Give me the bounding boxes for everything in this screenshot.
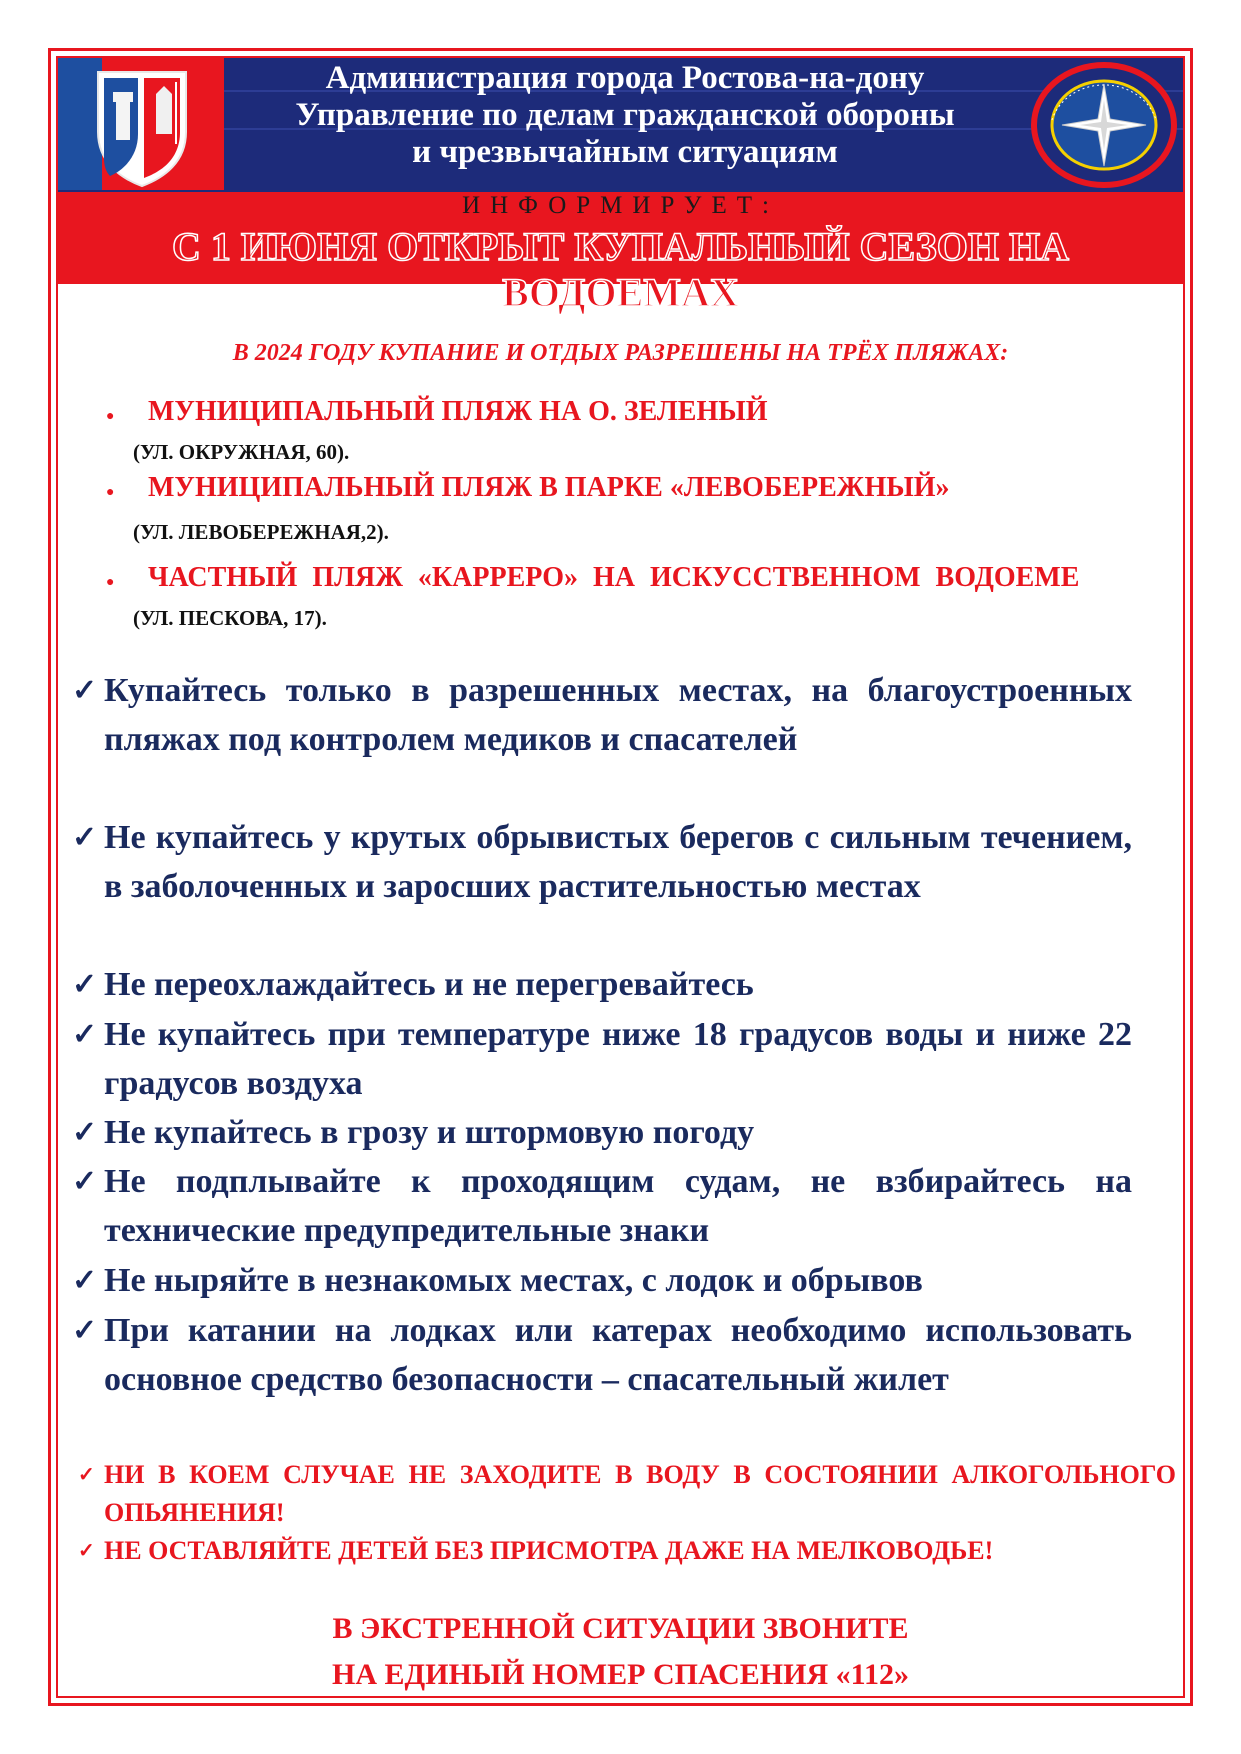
checkmark-icon: ✓: [78, 1540, 95, 1562]
warning-text: НИ В КОЕМ СЛУЧАЕ НЕ ЗАХОДИТЕ В ВОДУ В СОСТОЯНИИ АЛКОГОЛЬНОГО ОПЬЯНЕНИЯ!: [104, 1460, 1176, 1527]
checkmark-icon: ✓: [72, 968, 98, 1001]
header-line-3: и чрезвычайным ситуациям: [412, 134, 838, 170]
informs-label: ИНФОРМИРУЕТ:: [462, 192, 779, 219]
bullet-icon: ●: [106, 409, 115, 424]
checkmark-icon: ✓: [72, 1018, 98, 1051]
beach-name: ЧАСТНЫЙ ПЛЯЖ «КАРРЕРО» НА ИСКУССТВЕННОМ ВОДОЕМЕ: [148, 562, 1080, 593]
rule-text: Не купайтесь при температуре ниже 18 градусов воды и ниже 22 градусов воздуха: [104, 1016, 1132, 1102]
rule-item: [72, 666, 1132, 764]
bullet-icon: ●: [106, 575, 115, 590]
rule-item: [72, 1256, 1132, 1305]
rule-text: Не купайтесь в грозу и штормовую погоду: [104, 1114, 755, 1151]
rule-text: При катании на лодках или катерах необходимо использовать основное средство безопасности – спасательный жилет: [104, 1312, 1132, 1398]
beach-address: (УЛ. ЛЕВОБЕРЕЖНАЯ,2).: [133, 520, 389, 544]
rule-text: Не подплывайте к проходящим судам, не взбирайтесь на технические предупредительные знаки: [104, 1163, 1132, 1249]
rule-item: [72, 960, 1132, 1009]
beach-address: (УЛ. ОКРУЖНАЯ, 60).: [133, 440, 350, 464]
beach-item: [106, 562, 1186, 594]
beaches-subheading: В 2024 ГОДУ КУПАНИЕ И ОТДЫХ РАЗРЕШЕНЫ НА ТРЁХ ПЛЯЖАХ:: [232, 340, 1009, 366]
rule-text: Купайтесь только в разрешенных местах, на благоустроенных пляжах под контролем медиков и спасателей: [104, 672, 1132, 758]
rule-text: Не купайтесь у крутых обрывистых берегов с сильным течением, в заболоченных и заросших растительностью местах: [104, 819, 1132, 905]
rule-item: [72, 813, 1132, 911]
checkmark-icon: ✓: [72, 821, 98, 854]
rule-item: [72, 1010, 1132, 1108]
checkmark-icon: ✓: [72, 674, 98, 707]
checkmark-icon: ✓: [72, 1314, 98, 1347]
beach-item: [106, 472, 950, 504]
checkmark-icon: ✓: [72, 1165, 98, 1198]
warning-item: [78, 1456, 1176, 1532]
rostov-coat-of-arms-icon: [58, 58, 224, 190]
rule-text: Не ныряйте в незнакомых местах, с лодок и обрывов: [104, 1262, 923, 1299]
rule-text: Не переохлаждайтесь и не перегревайтесь: [104, 966, 754, 1003]
rule-item: [72, 1306, 1132, 1404]
header-line-2: Управление по делам гражданской обороны: [295, 97, 955, 133]
rule-item: [72, 1157, 1132, 1255]
beach-name: МУНИЦИПАЛЬНЫЙ ПЛЯЖ НА О. ЗЕЛЕНЫЙ: [148, 396, 768, 427]
beach-address: (УЛ. ПЕСКОВА, 17).: [133, 606, 327, 630]
rule-item: [72, 1108, 1132, 1157]
warning-text: НЕ ОСТАВЛЯЙТЕ ДЕТЕЙ БЕЗ ПРИСМОТРА ДАЖЕ НА МЕЛКОВОДЬЕ!: [104, 1536, 994, 1565]
emergency-call-line-2: НА ЕДИНЫЙ НОМЕР СПАСЕНИЯ «112»: [332, 1658, 909, 1691]
civil-defense-emblem-icon: [1030, 62, 1178, 188]
header-line-1: Администрация города Ростова-на-дону: [325, 60, 925, 96]
bullet-icon: ●: [106, 485, 115, 500]
checkmark-icon: ✓: [72, 1264, 98, 1297]
checkmark-icon: ✓: [72, 1116, 98, 1149]
emergency-call-line-1: В ЭКСТРЕННОЙ СИТУАЦИИ ЗВОНИТЕ: [332, 1612, 909, 1645]
season-banner-title: С 1 ИЮНЯ ОТКРЫТ КУПАЛЬНЫЙ СЕЗОН НА ВОДОЕМАХ: [172, 224, 1069, 315]
beach-name: МУНИЦИПАЛЬНЫЙ ПЛЯЖ В ПАРКЕ «ЛЕВОБЕРЕЖНЫЙ»: [148, 472, 950, 503]
beach-item: [106, 396, 768, 428]
warning-item: [78, 1532, 1176, 1570]
checkmark-icon: ✓: [78, 1464, 95, 1486]
